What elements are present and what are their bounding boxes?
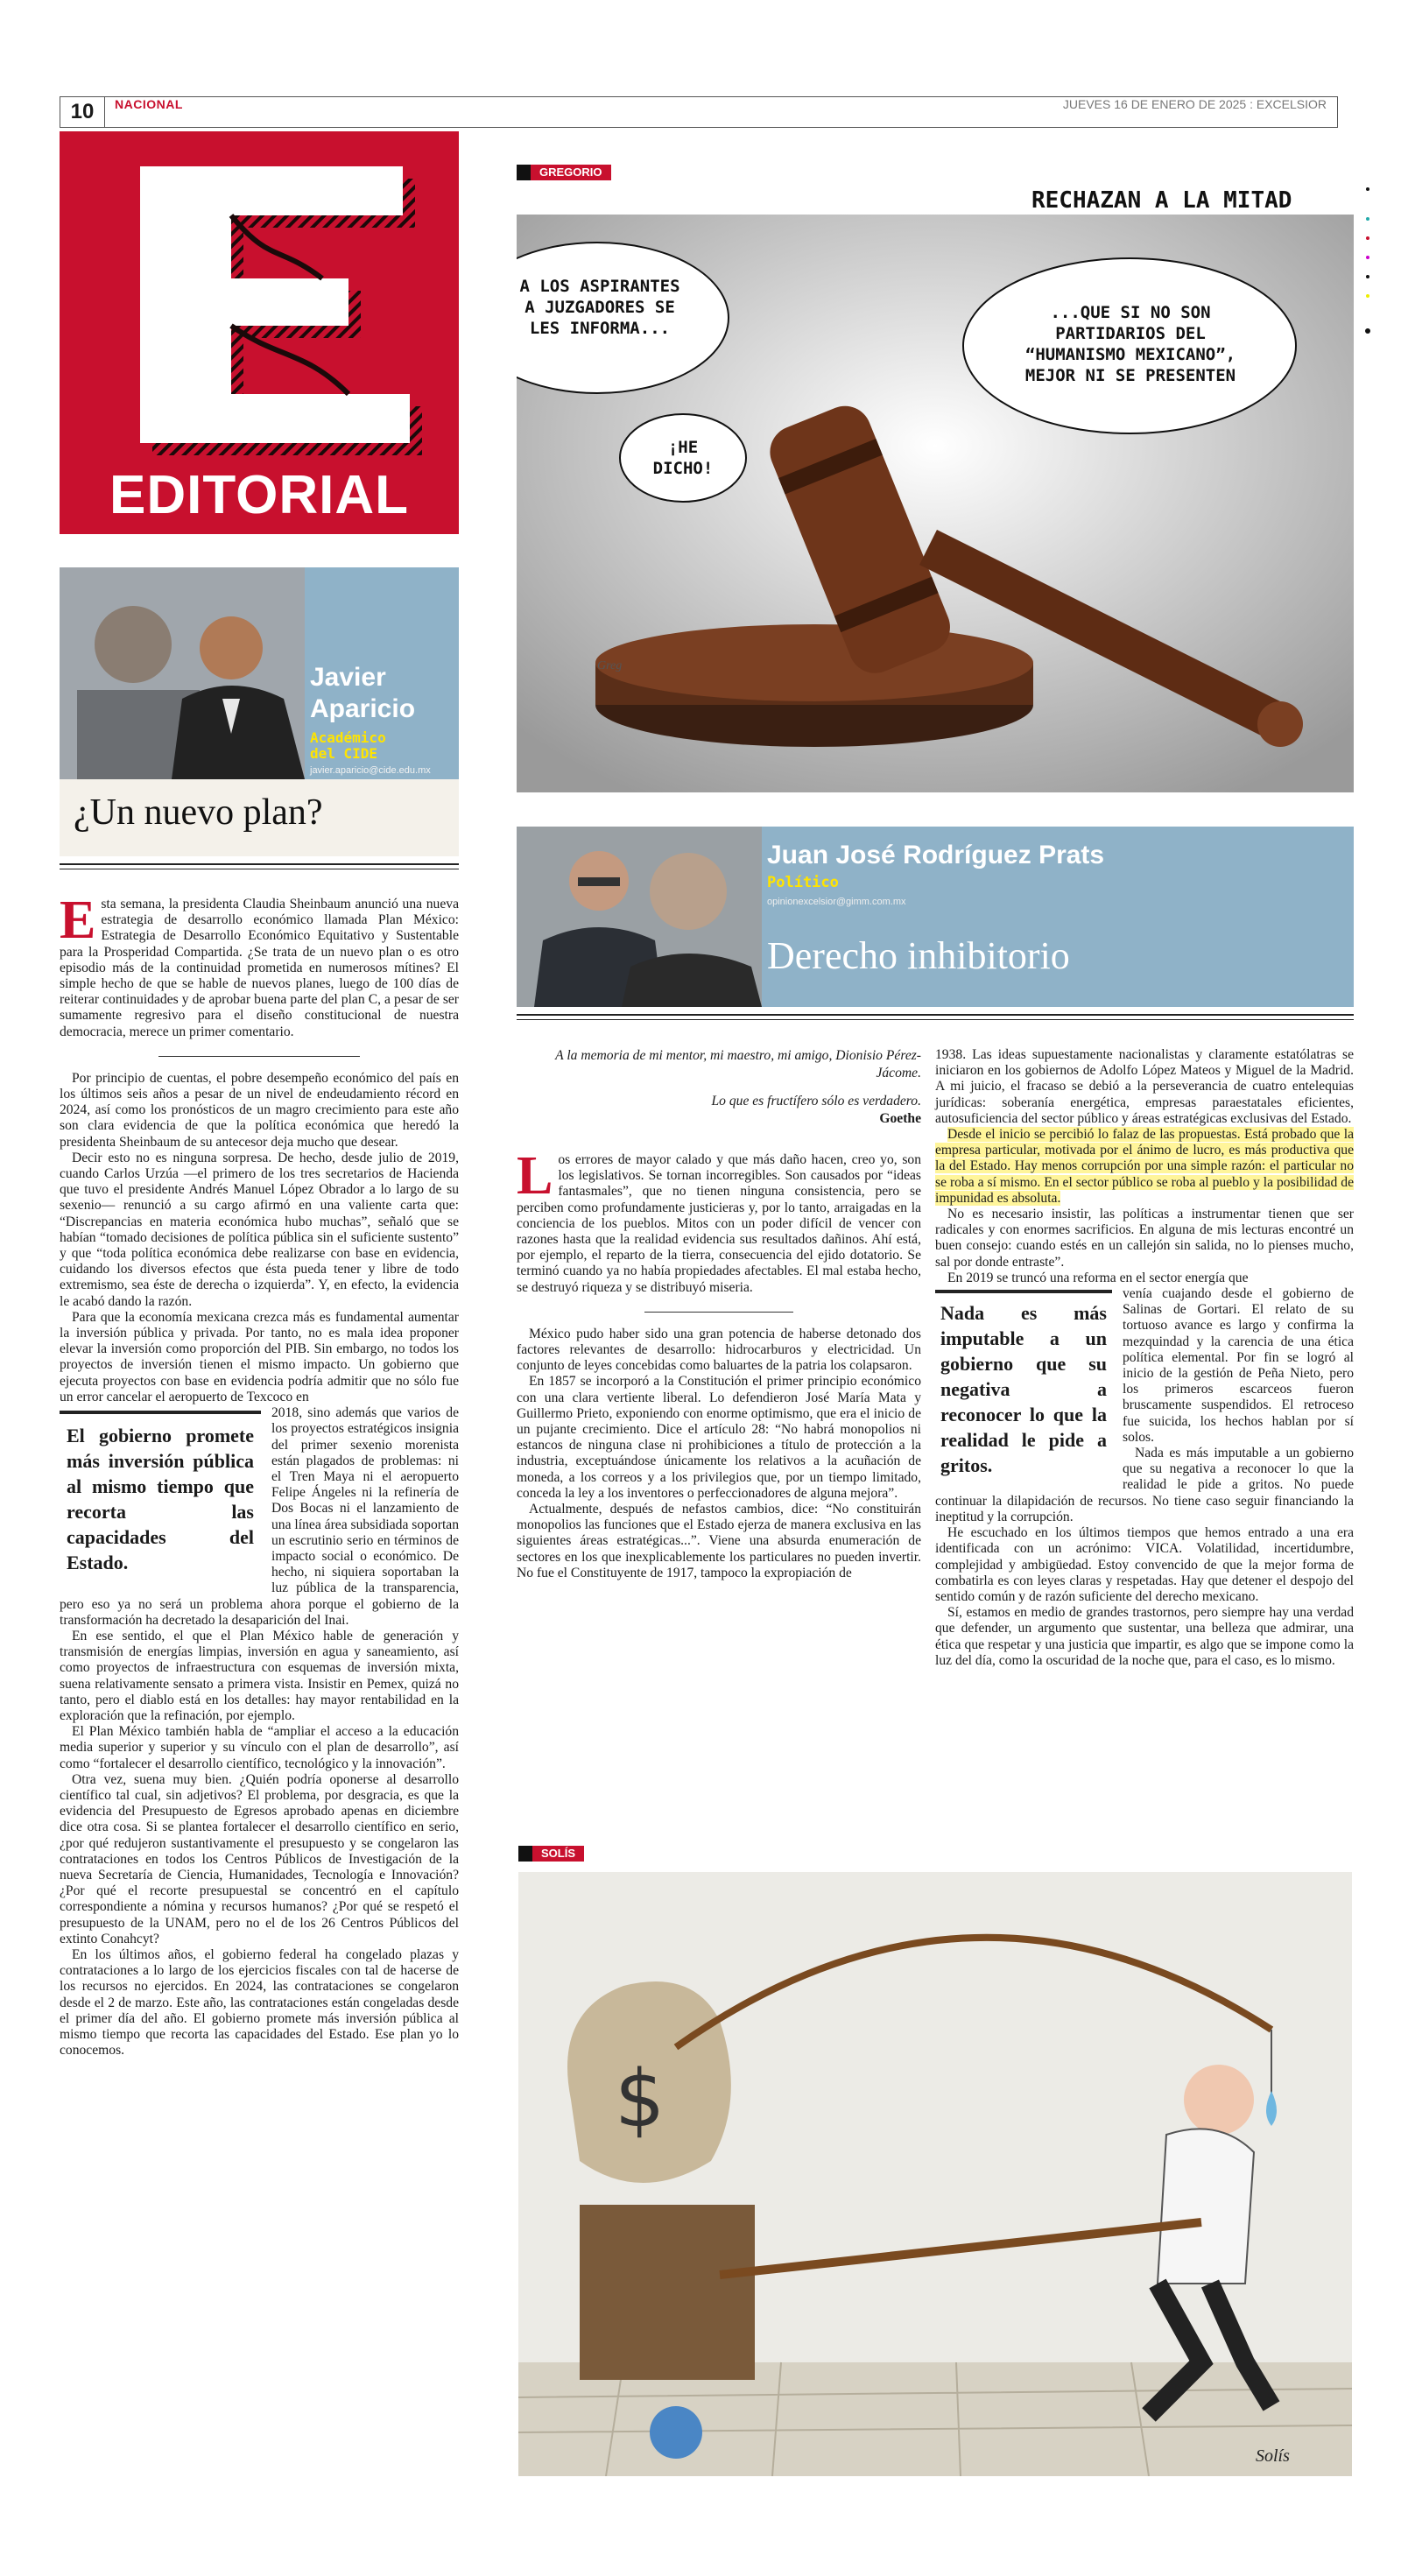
page-header bbox=[60, 96, 1338, 128]
author-role: Académico del CIDE bbox=[310, 729, 386, 762]
author-email[interactable]: javier.aparicio@cide.edu.mx bbox=[310, 765, 431, 776]
highlighted-paragraph: Desde el inicio se percibió lo falaz de las propuestas. Está probado que la empresa particular, motivada por el ánimo de lucro, es más productiva que la del Estado. Hay menos corrupción por una simple razón: el particular no se roba a sí mismo. En el sector público se roba al pueblo y la posibilidad de impunidad es absoluta. bbox=[935, 1127, 1354, 1206]
paragraph: os errores de mayor calado y que más daño hacen, creo yo, son los legislativos. Se tornan incorregibles. Son causados por “ideas fantasmales”, que no tienen ninguna consistencia, pero se perciben como profundamente justicieras y, por lo tanto, arraigadas en la conciencia de los pueblos. Mitos con un poder difícil de vencer con razones hasta que la realidad evidencia sus resultados dañinos. Ahí está, por ejemplo, el reparto de la tierra, consecuencia del ejido dotatorio. Se terminó cuando ya no había propiedades afectables. El mal estaba hecho, se destruyó riqueza y se distribuyó miseria. bbox=[517, 1152, 921, 1295]
cartoon-solis bbox=[518, 1872, 1352, 2476]
article-body-continued bbox=[935, 1047, 1354, 1669]
paragraph: Por principio de cuentas, el pobre desempeño económico del país en los últimos seis años a pesar de un nivel de endeudamiento récord en 2024, así como los pronósticos de un magro crecimiento para este año son clara evidencia de que la política económica que heredó la presidenta Sheinbaum de su antecesor deja mucho que desear. bbox=[60, 1070, 459, 1150]
epigraph: A la memoria de mi mentor, mi maestro, mi amigo, Dionisio Pérez-Jácome. Lo que es fructífero sólo es verdadero. Goethe bbox=[517, 1047, 921, 1128]
editorial-label: EDITORIAL bbox=[109, 465, 409, 525]
article-headline: ¿Un nuevo plan? bbox=[74, 792, 323, 833]
author-card bbox=[517, 827, 1354, 1007]
cartoon-gregorio bbox=[517, 215, 1354, 792]
paragraph: venía cuajando desde el gobierno de Salinas de Gortari. El relato de su tortuoso avance es largo y confirma la mezquindad y la carencia de una ética política elemental. Por fin se logró al inicio de la gestión de Peña Nieto, pero los primeros escarceos fueron bruscamente suspendidos. El retroceso fue suicida, los hechos hablan por sí solos. bbox=[1123, 1286, 1354, 1445]
pull-quote: Nada es más imputable a un gobierno que su negativa a reconocer lo que la realidad le pide a gritos. bbox=[935, 1290, 1112, 1485]
author-card bbox=[60, 567, 459, 779]
author-name[interactable]: Juan José Rodríguez Prats bbox=[767, 841, 1105, 869]
svg-text:$: $ bbox=[615, 2053, 665, 2145]
paragraph: 2018, sino además que varios de los proyectos estratégicos insignia del primer sexenio morenista están plagados de problemas: ni el Tren Maya ni el aeropuerto Felipe Ángeles ni la refinería de Dos Bocas ni el lanzamiento de una línea área subsidiada soportan un escrutinio serio en términos de impacto social o económico. De hecho, ni siquiera soportaban la luz pública de la transparencia, pero eso ya no será un problema ahora porque el gobierno de la transformación ha decretado la desaparición del Inai. bbox=[60, 1405, 459, 1628]
author-name[interactable]: Javier Aparicio bbox=[310, 663, 416, 723]
burden-illustration bbox=[518, 1872, 1352, 2476]
paragraph: Decir esto no es ninguna sorpresa. De hecho, desde julio de 2019, cuando Carlos Urzúa —el primero de los tres secretarios de Hacienda que tuvo el presidente Andrés Manuel López Obrador a lo largo de su sexenio— renunció a su cargo afirmó en una valiente carta que: “Discrepancias en materia económica hubo muchas”, señaló que se habían “tomado decisiones de política pública sin el suficiente sustento” y que “toda política económica debe realizarse con base en evidencia, cuidando los diversos efectos que ésta pueda tener y libre de todo extremismo, sea éste de derecha o izquierda”. Y, en efecto, la evidencia le acabó dando la razón. bbox=[60, 1150, 459, 1309]
paragraph: En 1857 se incorporó a la Constitución el primer principio económico con una clara vertiente liberal. Lo defendieron José María Mata y Guillermo Prieto, exponiendo con enorme optimismo, que era el inicio de un pujante crecimiento. Dice el artículo 28: “No habrá monopolios ni estancos de ninguna clase ni prohibiciones a título de protección a la industria, exceptuándose únicamente los relativos a la acuñación de moneda, a los correos y a los privilegios que, por un tiempo limitado, conceda la ley a los inventores o perfeccionadores de alguna mejora”. bbox=[517, 1374, 921, 1501]
paragraph: Sí, estamos en medio de grandes trastornos, pero siempre hay una verdad que defender, un argumento que sustentar, una belleza que admirar, una ética que respetar y una justicia que impartir, es algo que se impone como la luz del día, como la oscuridad de la noche que, para el caso, es lo mismo. bbox=[935, 1605, 1354, 1668]
cartoon-signature: Solís bbox=[1256, 2446, 1290, 2466]
divider bbox=[60, 863, 459, 865]
author-photo bbox=[60, 567, 305, 779]
paragraph: sta semana, la presidenta Claudia Sheinbaum anunció una nueva estrategia de desarrollo económico llamada Plan México: Estrategia de Desarrollo Económico Equitativo y Sustentable para la Prosperidad Compartida. ¿Se trata de un nuevo plan o es otro episodio más de la continuidad prometida en numerosos mítines? El simple hecho de que se hable de nuevos planes, luego de 100 días de reiterar continuidades y de aprobar buena parte del plan C, a pesar de ser sumamente regresivo para el diseño constitucional de nuestra democracia, merece un primer comentario. bbox=[60, 897, 459, 1039]
cartoon-signature: Greg bbox=[597, 659, 623, 672]
paragraph: En 2019 se truncó una reforma en el sector energía que bbox=[947, 1270, 1249, 1285]
editorial-logo bbox=[60, 131, 459, 534]
article-headline: Derecho inhibitorio bbox=[767, 934, 1070, 977]
section-separator bbox=[158, 1056, 360, 1057]
cartoonist-tag: GREGORIO bbox=[517, 165, 611, 180]
paragraph: He escuchado en los últimos tiempos que hemos entrado a una era identificada con un acrónimo: VICA. Volatilidad, incertidumbre, complejidad y ambigüedad. Estoy convencido de que la mejor forma de combatirla es con leyes claras y respetadas. Hay que detener el despojo del sentido común y de razón suficiente del derecho mexicano. bbox=[935, 1525, 1354, 1604]
paragraph: 1938. Las ideas supuestamente nacionalistas y claramente estatólatras se iniciaron en los gobiernos de Adolfo López Mateos y Miguel de la Madrid. A mi juicio, el fracaso se debió a la perseverancia de cuatro entelequias jurídicas: soberanía energética, empresas paraestatales eficientes, autosuficiencia del sector público y áreas estratégicas exclusivas del Estado. bbox=[935, 1047, 1354, 1126]
cartoonist-tag: SOLÍS bbox=[518, 1846, 584, 1862]
speech-bubble: ¡HE DICHO! bbox=[652, 438, 714, 478]
pull-quote: El gobierno promete más inversión pública al mismo tiempo que recorta las capacidades del Estado. bbox=[60, 1411, 261, 1584]
paragraph: El Plan México también habla de “ampliar el acceso a la educación media superior y superior y su vínculo con el plan de desarrollo”, así como “fortalecer el desarrollo científico, tecnológico y la innovación”. bbox=[60, 1724, 459, 1771]
paragraph: Actualmente, después de nefastos cambios, dice: “No constituirán monopolios las funciones que el Estado ejerza de manera exclusiva en las siguientes áreas estratégicas...”. Viene una absurda enumeración de sectores en los que inexplicablemente los particulares no pueden invertir. No fue el Constituyente de 1917, tampoco la expropiación de bbox=[517, 1502, 921, 1580]
paragraph: Nada es más imputable a un gobierno que su negativa a reconocer lo que la realidad le pide a gritos. No puede continuar la dilapidación de recursos. No tiene caso seguir financiando la ineptitud y la corrupción. bbox=[935, 1446, 1354, 1524]
author-email[interactable]: opinionexcelsior@gimm.com.mx bbox=[767, 897, 906, 907]
article-body bbox=[60, 890, 459, 2059]
paragraph: No es necesario insistir, las políticas a instrumentar tienen que ser radicales y con enormes sacrificios. En alguna de mis lecturas encontré un buen consejo: cuando estés en un callejón sin salida, no lo pienses mucho, sal por donde entraste”. bbox=[935, 1207, 1354, 1270]
author-role: Político bbox=[767, 874, 839, 891]
paragraph: En los últimos años, el gobierno federal ha congelado plazas y contrataciones a lo largo de los ejercicios fiscales con tal de hacerse de los recursos no ejercidos. En 2024, las contrataciones se congelaron desde el 2 de marzo. Este año, las contrataciones están congeladas desde el primer día del año. El gobierno promete más inversión pública al mismo tiempo que recorta las capacidades del Estado. Ese plan yo lo conocemos. bbox=[60, 1947, 459, 2059]
divider bbox=[517, 1019, 1354, 1020]
headline-box bbox=[60, 779, 459, 856]
article-body bbox=[517, 1146, 921, 1581]
drop-cap: L bbox=[517, 1146, 553, 1206]
drop-cap: E bbox=[60, 890, 96, 950]
paragraph: Otra vez, suena muy bien. ¿Quién podría oponerse al desarrollo científico tal cual, sin adjetivos? El problema, por desgracia, es que la evidencia del Presupuesto de Egresos aprobado apenas en diciembre dice otra cosa. Si se plantea fortalecer el desarrollo científico en serio, ¿por qué redujeron sustantivamente el presupuesto y se congelaron las contrataciones en todos los Centros Públicos de Investigación de la nueva Secretaría de Ciencia, Humanidades, Tecnología e Innovación? ¿Por qué el recorte presupuestal se concentró en el capítulo correspondiente a nómina y recursos humanos? ¿Por qué se respetó el presupuesto de la UNAM, pero no el de los 26 Centros Públicos del extinto Conahcyt? bbox=[60, 1771, 459, 1946]
dateline: JUEVES 16 DE ENERO DE 2025 : EXCELSIOR bbox=[1062, 97, 1327, 111]
speech-bubble: ...QUE SI NO SON PARTIDARIOS DEL “HUMANISMO MEXICANO”, MEJOR NI SE PRESENTEN bbox=[1024, 303, 1236, 385]
speech-bubble: A LOS ASPIRANTES A JUZGADORES SE LES INFORMA... bbox=[519, 277, 680, 338]
paragraph: En ese sentido, el que el Plan México hable de generación y transmisión de energías limpias, inversión en agua y saneamiento, así como proyectos de infraestructura con esquemas de inversión mixta, suena relativamente sensato a primera vista. Insistir en Pemex, quizá no tanto, pero el diablo está en los detalles: hay mayor rentabilidad en la exploración que la refinación, por ejemplo. bbox=[60, 1628, 459, 1723]
divider bbox=[517, 1014, 1354, 1016]
author-photo bbox=[517, 827, 762, 1007]
section-separator bbox=[644, 1312, 793, 1313]
color-register-marks bbox=[1362, 184, 1373, 341]
epigraph-author: Goethe bbox=[879, 1111, 921, 1126]
paragraph: México pudo haber sido una gran potencia de haberse detonado dos factores relevantes de desarrollo: hidrocarburos y electricidad. Un conjunto de leyes concebidas como baluartes de la patria los colapsaron. bbox=[517, 1326, 921, 1374]
section-label[interactable]: NACIONAL bbox=[115, 97, 183, 111]
paragraph: Para que la economía mexicana crezca más es fundamental aumentar la inversión pública y privada. Por tanto, no es mala idea proponer elevar la inversión como proporción del PIB. Sin embargo, no todos los proyectos de inversión tienen el mismo impacto. Un gobierno que ejecuta proyectos con base en evidencia podría admitir que no sólo fue un error cancelar el aeropuerto de Texcoco en bbox=[60, 1309, 459, 1404]
page-number: 10 bbox=[60, 97, 105, 127]
cartoon-title: RECHAZAN A LA MITAD bbox=[1031, 187, 1292, 214]
